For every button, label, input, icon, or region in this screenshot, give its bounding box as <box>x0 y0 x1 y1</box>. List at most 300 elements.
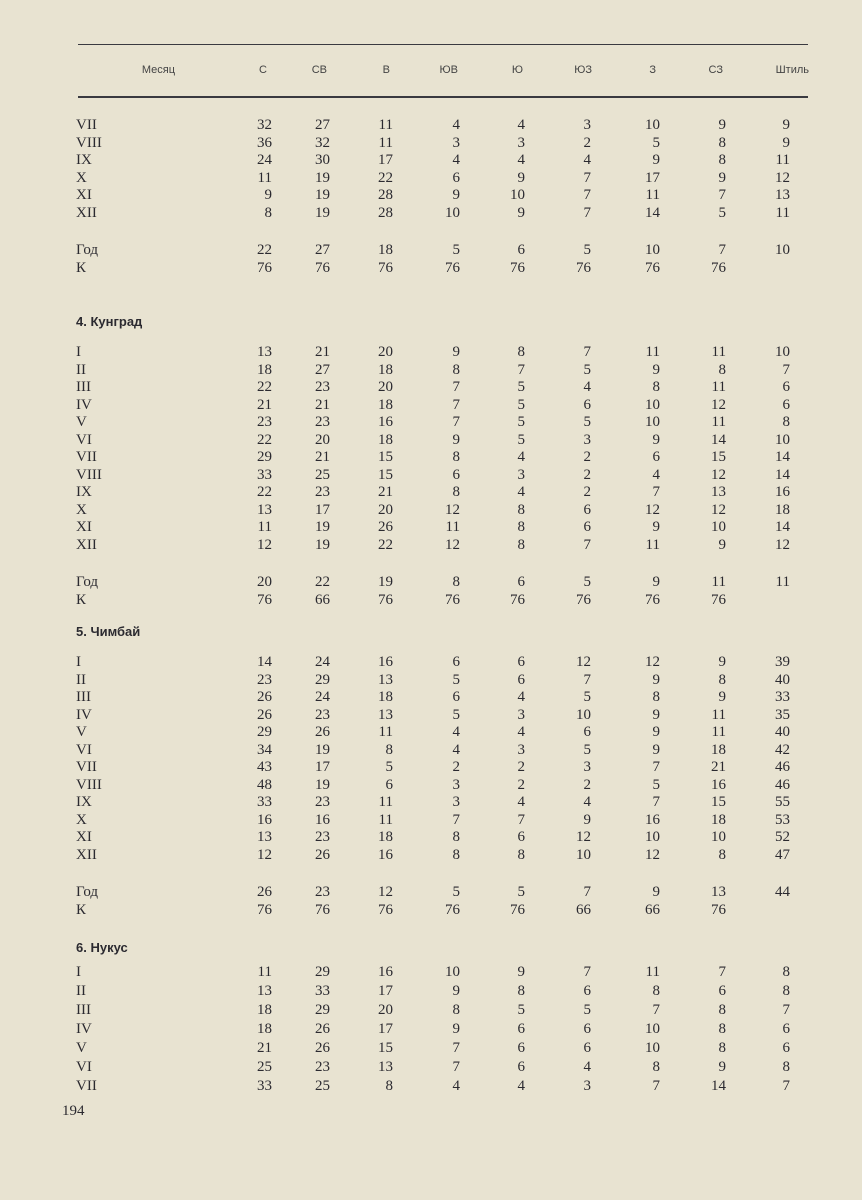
cell-value: 5 <box>452 242 460 258</box>
cell-value: 27 <box>315 117 330 133</box>
cell-value: 22 <box>257 379 272 395</box>
cell-value: 18 <box>378 361 393 378</box>
cell-value: 66 <box>645 901 660 918</box>
cell-value: 21 <box>257 1040 272 1056</box>
cell-value: 6 <box>782 379 790 395</box>
cell-value: 15 <box>711 449 726 465</box>
header-e: В <box>382 64 390 76</box>
cell-value: 11 <box>775 204 790 221</box>
cell-value: 26 <box>257 689 272 705</box>
cell-value: 4 <box>517 1078 525 1094</box>
header-w: З <box>649 64 656 76</box>
row-label: III <box>76 1002 91 1018</box>
table-row <box>0 205 862 223</box>
cell-value: 8 <box>782 964 790 980</box>
table-row <box>0 1021 862 1040</box>
cell-value: 4 <box>517 689 525 705</box>
cell-value: 7 <box>583 169 591 186</box>
cell-value: 3 <box>517 706 525 723</box>
section-nukus <box>0 940 862 1097</box>
cell-value: 6 <box>517 654 525 670</box>
cell-value: 26 <box>315 846 330 863</box>
table-row <box>0 135 862 153</box>
cell-value: 8 <box>782 983 790 999</box>
cell-value: 6 <box>517 242 525 258</box>
cell-value: 8 <box>652 689 660 705</box>
cell-value: 10 <box>645 414 660 430</box>
cell-value: 7 <box>583 671 591 688</box>
cell-value: 5 <box>583 242 591 258</box>
section-kungrad <box>0 314 862 609</box>
cell-value: 11 <box>257 169 272 186</box>
cell-value: 5 <box>652 134 660 151</box>
row-label: Год <box>76 884 99 900</box>
cell-value: 27 <box>315 242 330 258</box>
cell-value: 11 <box>378 811 393 828</box>
cell-value: 32 <box>315 134 330 151</box>
row-label: XII <box>76 536 97 553</box>
table-row <box>0 829 862 847</box>
cell-value: 4 <box>517 152 525 168</box>
cell-value: 5 <box>652 776 660 793</box>
row-label: VII <box>76 1078 97 1094</box>
cell-value: 15 <box>711 794 726 810</box>
cell-value: 9 <box>718 169 726 186</box>
table-row <box>0 152 862 170</box>
row-label: Год <box>76 242 99 258</box>
cell-value: 11 <box>378 117 393 133</box>
cell-value: 15 <box>378 466 393 483</box>
cell-value: 4 <box>583 152 591 168</box>
table-row <box>0 1040 862 1059</box>
cell-value: 9 <box>517 204 525 221</box>
cell-value: 52 <box>775 829 790 845</box>
table-row <box>0 379 862 397</box>
row-label: XI <box>76 519 92 535</box>
cell-value: 21 <box>315 344 330 360</box>
cell-value: 5 <box>718 204 726 221</box>
row-label: I <box>76 964 81 980</box>
table-row <box>0 537 862 555</box>
cell-value: 5 <box>517 431 525 448</box>
cell-value: 25 <box>315 466 330 483</box>
row-label: IV <box>76 396 92 413</box>
cell-value: 20 <box>378 379 393 395</box>
cell-value: 6 <box>583 1021 591 1037</box>
cell-value: 5 <box>452 706 460 723</box>
cell-value: 9 <box>782 134 790 151</box>
cell-value: 6 <box>517 1021 525 1037</box>
cell-value: 76 <box>378 901 393 918</box>
cell-value: 8 <box>452 484 460 500</box>
k-row <box>0 902 862 920</box>
cell-value: 76 <box>257 259 272 276</box>
cell-value: 3 <box>583 759 591 775</box>
cell-value: 11 <box>257 519 272 535</box>
cell-value: 24 <box>315 654 330 670</box>
cell-value: 76 <box>711 259 726 276</box>
cell-value: 76 <box>315 259 330 276</box>
cell-value: 8 <box>652 379 660 395</box>
cell-value: 7 <box>782 361 790 378</box>
cell-value: 12 <box>257 846 272 863</box>
cell-value: 8 <box>718 361 726 378</box>
header-n: С <box>259 64 267 76</box>
cell-value: 4 <box>452 152 460 168</box>
cell-value: 12 <box>775 536 790 553</box>
cell-value: 5 <box>583 414 591 430</box>
cell-value: 8 <box>718 152 726 168</box>
table-row <box>0 689 862 707</box>
cell-value: 9 <box>452 187 460 203</box>
cell-value: 24 <box>315 689 330 705</box>
cell-value: 23 <box>257 414 272 430</box>
cell-value: 22 <box>257 484 272 500</box>
cell-value: 76 <box>576 259 591 276</box>
cell-value: 8 <box>517 846 525 863</box>
table-row <box>0 344 862 362</box>
cell-value: 18 <box>711 811 726 828</box>
cell-value: 11 <box>257 964 272 980</box>
cell-value: 76 <box>445 591 460 608</box>
cell-value: 33 <box>257 1078 272 1094</box>
cell-value: 5 <box>517 1002 525 1018</box>
cell-value: 9 <box>652 741 660 758</box>
table-row <box>0 362 862 380</box>
cell-value: 23 <box>315 379 330 395</box>
year-row <box>0 574 862 592</box>
k-row <box>0 592 862 610</box>
cell-value: 15 <box>378 449 393 465</box>
table-row <box>0 187 862 205</box>
cell-value: 19 <box>315 169 330 186</box>
cell-value: 5 <box>517 379 525 395</box>
cell-value: 14 <box>775 449 790 465</box>
cell-value: 28 <box>378 204 393 221</box>
cell-value: 17 <box>378 983 393 999</box>
cell-value: 12 <box>576 654 591 670</box>
cell-value: 23 <box>315 706 330 723</box>
cell-value: 9 <box>652 706 660 723</box>
cell-value: 21 <box>257 396 272 413</box>
cell-value: 11 <box>378 724 393 740</box>
cell-value: 7 <box>718 964 726 980</box>
cell-value: 2 <box>583 484 591 500</box>
cell-value: 5 <box>517 884 525 900</box>
section-title: 6. Нукус <box>76 940 128 955</box>
cell-value: 7 <box>652 484 660 500</box>
cell-value: 46 <box>775 776 790 793</box>
cell-value: 46 <box>775 759 790 775</box>
cell-value: 5 <box>452 671 460 688</box>
cell-value: 7 <box>652 794 660 810</box>
cell-value: 8 <box>452 574 460 590</box>
row-label: II <box>76 361 86 378</box>
cell-value: 7 <box>517 361 525 378</box>
cell-value: 8 <box>517 344 525 360</box>
cell-value: 7 <box>652 1002 660 1018</box>
cell-value: 55 <box>775 794 790 810</box>
cell-value: 6 <box>452 466 460 483</box>
cell-value: 9 <box>264 187 272 203</box>
cell-value: 8 <box>517 983 525 999</box>
cell-value: 4 <box>583 794 591 810</box>
cell-value: 16 <box>257 811 272 828</box>
cell-value: 19 <box>315 204 330 221</box>
section-chimbay <box>0 624 862 919</box>
row-label: VI <box>76 741 92 758</box>
cell-value: 2 <box>583 134 591 151</box>
table-row <box>0 397 862 415</box>
cell-value: 18 <box>378 396 393 413</box>
cell-value: 27 <box>315 361 330 378</box>
row-label: I <box>76 344 81 360</box>
cell-value: 2 <box>583 776 591 793</box>
cell-value: 4 <box>517 794 525 810</box>
cell-value: 6 <box>517 1059 525 1075</box>
table-row <box>0 519 862 537</box>
cell-value: 29 <box>315 671 330 688</box>
cell-value: 9 <box>652 361 660 378</box>
cell-value: 16 <box>378 414 393 430</box>
cell-value: 14 <box>257 654 272 670</box>
cell-value: 2 <box>517 759 525 775</box>
cell-value: 6 <box>583 519 591 535</box>
cell-value: 9 <box>718 117 726 133</box>
cell-value: 76 <box>257 901 272 918</box>
row-label: IX <box>76 152 92 168</box>
header-month: Месяц <box>141 64 175 76</box>
cell-value: 8 <box>652 1059 660 1075</box>
cell-value: 10 <box>645 1040 660 1056</box>
cell-value: 4 <box>517 724 525 740</box>
cell-value: 33 <box>257 794 272 810</box>
section-title: 4. Кунград <box>76 314 143 329</box>
cell-value: 11 <box>711 706 726 723</box>
cell-value: 6 <box>452 169 460 186</box>
section-continued <box>0 117 862 277</box>
table-row <box>0 794 862 812</box>
cell-value: 76 <box>378 591 393 608</box>
cell-value: 20 <box>315 431 330 448</box>
cell-value: 20 <box>378 1002 393 1018</box>
cell-value: 2 <box>517 776 525 793</box>
row-label: XI <box>76 187 92 203</box>
cell-value: 19 <box>315 776 330 793</box>
cell-value: 43 <box>257 759 272 775</box>
cell-value: 4 <box>452 1078 460 1094</box>
row-label: IV <box>76 1021 92 1037</box>
cell-value: 6 <box>517 574 525 590</box>
cell-value: 3 <box>452 794 460 810</box>
cell-value: 19 <box>315 741 330 758</box>
cell-value: 8 <box>718 1021 726 1037</box>
cell-value: 7 <box>583 964 591 980</box>
cell-value: 29 <box>257 449 272 465</box>
cell-value: 5 <box>452 884 460 900</box>
cell-value: 10 <box>576 846 591 863</box>
cell-value: 8 <box>264 204 272 221</box>
row-label: II <box>76 983 86 999</box>
cell-value: 26 <box>378 519 393 535</box>
row-label: XI <box>76 829 92 845</box>
table-row <box>0 170 862 188</box>
cell-value: 8 <box>452 361 460 378</box>
cell-value: 40 <box>775 671 790 688</box>
cell-value: 53 <box>775 811 790 828</box>
cell-value: 7 <box>583 187 591 203</box>
cell-value: 18 <box>378 431 393 448</box>
cell-value: 10 <box>645 396 660 413</box>
cell-value: 10 <box>645 829 660 845</box>
k-row <box>0 260 862 278</box>
cell-value: 8 <box>718 1040 726 1056</box>
cell-value: 25 <box>257 1059 272 1075</box>
cell-value: 10 <box>576 706 591 723</box>
cell-value: 18 <box>257 1002 272 1018</box>
row-label: IX <box>76 794 92 810</box>
cell-value: 76 <box>378 259 393 276</box>
cell-value: 4 <box>517 484 525 500</box>
cell-value: 47 <box>775 846 790 863</box>
cell-value: 16 <box>645 811 660 828</box>
cell-value: 18 <box>775 501 790 518</box>
cell-value: 22 <box>315 574 330 590</box>
cell-value: 3 <box>517 466 525 483</box>
cell-value: 6 <box>583 724 591 740</box>
cell-value: 6 <box>782 396 790 413</box>
row-label: X <box>76 169 87 186</box>
cell-value: 29 <box>315 1002 330 1018</box>
cell-value: 16 <box>378 654 393 670</box>
cell-value: 9 <box>718 654 726 670</box>
cell-value: 4 <box>517 117 525 133</box>
cell-value: 5 <box>583 574 591 590</box>
cell-value: 24 <box>257 152 272 168</box>
cell-value: 33 <box>775 689 790 705</box>
cell-value: 3 <box>583 1078 591 1094</box>
cell-value: 7 <box>452 414 460 430</box>
year-row <box>0 884 862 902</box>
cell-value: 76 <box>711 901 726 918</box>
cell-value: 13 <box>711 884 726 900</box>
cell-value: 5 <box>583 1002 591 1018</box>
row-label: I <box>76 654 81 670</box>
cell-value: 22 <box>257 431 272 448</box>
cell-value: 11 <box>645 536 660 553</box>
cell-value: 4 <box>452 741 460 758</box>
cell-value: 66 <box>576 901 591 918</box>
row-label: VIII <box>76 466 102 483</box>
cell-value: 10 <box>645 242 660 258</box>
cell-value: 3 <box>452 776 460 793</box>
cell-value: 9 <box>652 671 660 688</box>
table-row <box>0 502 862 520</box>
cell-value: 14 <box>775 466 790 483</box>
cell-value: 7 <box>452 1040 460 1056</box>
cell-value: 8 <box>385 741 393 758</box>
cell-value: 3 <box>583 431 591 448</box>
table-row <box>0 467 862 485</box>
cell-value: 18 <box>711 741 726 758</box>
cell-value: 9 <box>452 983 460 999</box>
cell-value: 18 <box>378 829 393 845</box>
cell-value: 3 <box>517 741 525 758</box>
cell-value: 15 <box>378 1040 393 1056</box>
row-label: IX <box>76 484 92 500</box>
cell-value: 8 <box>517 536 525 553</box>
cell-value: 6 <box>583 1040 591 1056</box>
cell-value: 34 <box>257 741 272 758</box>
table-row <box>0 724 862 742</box>
cell-value: 19 <box>378 574 393 590</box>
cell-value: 13 <box>775 187 790 203</box>
cell-value: 21 <box>315 449 330 465</box>
page-number: 194 <box>62 1103 85 1119</box>
cell-value: 22 <box>378 169 393 186</box>
table-row <box>0 964 862 983</box>
cell-value: 20 <box>378 501 393 518</box>
cell-value: 9 <box>652 884 660 900</box>
cell-value: 11 <box>645 187 660 203</box>
cell-value: 29 <box>315 964 330 980</box>
cell-value: 23 <box>257 671 272 688</box>
table-row <box>0 812 862 830</box>
cell-value: 48 <box>257 776 272 793</box>
row-label: VI <box>76 431 92 448</box>
cell-value: 25 <box>315 1078 330 1094</box>
cell-value: 18 <box>378 689 393 705</box>
cell-value: 7 <box>652 1078 660 1094</box>
cell-value: 11 <box>775 152 790 168</box>
cell-value: 76 <box>257 591 272 608</box>
cell-value: 9 <box>583 811 591 828</box>
cell-value: 8 <box>452 1002 460 1018</box>
cell-value: 9 <box>718 536 726 553</box>
row-label: II <box>76 671 86 688</box>
cell-value: 7 <box>652 759 660 775</box>
table-row <box>0 672 862 690</box>
year-row <box>0 242 862 260</box>
cell-value: 10 <box>775 344 790 360</box>
cell-value: 6 <box>517 829 525 845</box>
section-title: 5. Чимбай <box>76 624 141 639</box>
cell-value: 9 <box>517 964 525 980</box>
cell-value: 32 <box>257 117 272 133</box>
cell-value: 11 <box>711 724 726 740</box>
row-label: VIII <box>76 776 102 793</box>
cell-value: 21 <box>315 396 330 413</box>
cell-value: 12 <box>645 654 660 670</box>
cell-value: 33 <box>315 983 330 999</box>
cell-value: 6 <box>517 1040 525 1056</box>
row-label: К <box>76 259 87 276</box>
cell-value: 7 <box>718 187 726 203</box>
cell-value: 66 <box>315 591 330 608</box>
cell-value: 9 <box>782 117 790 133</box>
cell-value: 12 <box>257 536 272 553</box>
cell-value: 14 <box>775 519 790 535</box>
cell-value: 5 <box>583 361 591 378</box>
table-row <box>0 414 862 432</box>
cell-value: 17 <box>645 169 660 186</box>
cell-value: 17 <box>378 152 393 168</box>
cell-value: 5 <box>517 396 525 413</box>
cell-value: 26 <box>257 706 272 723</box>
cell-value: 7 <box>452 379 460 395</box>
cell-value: 17 <box>315 501 330 518</box>
row-label: V <box>76 724 87 740</box>
